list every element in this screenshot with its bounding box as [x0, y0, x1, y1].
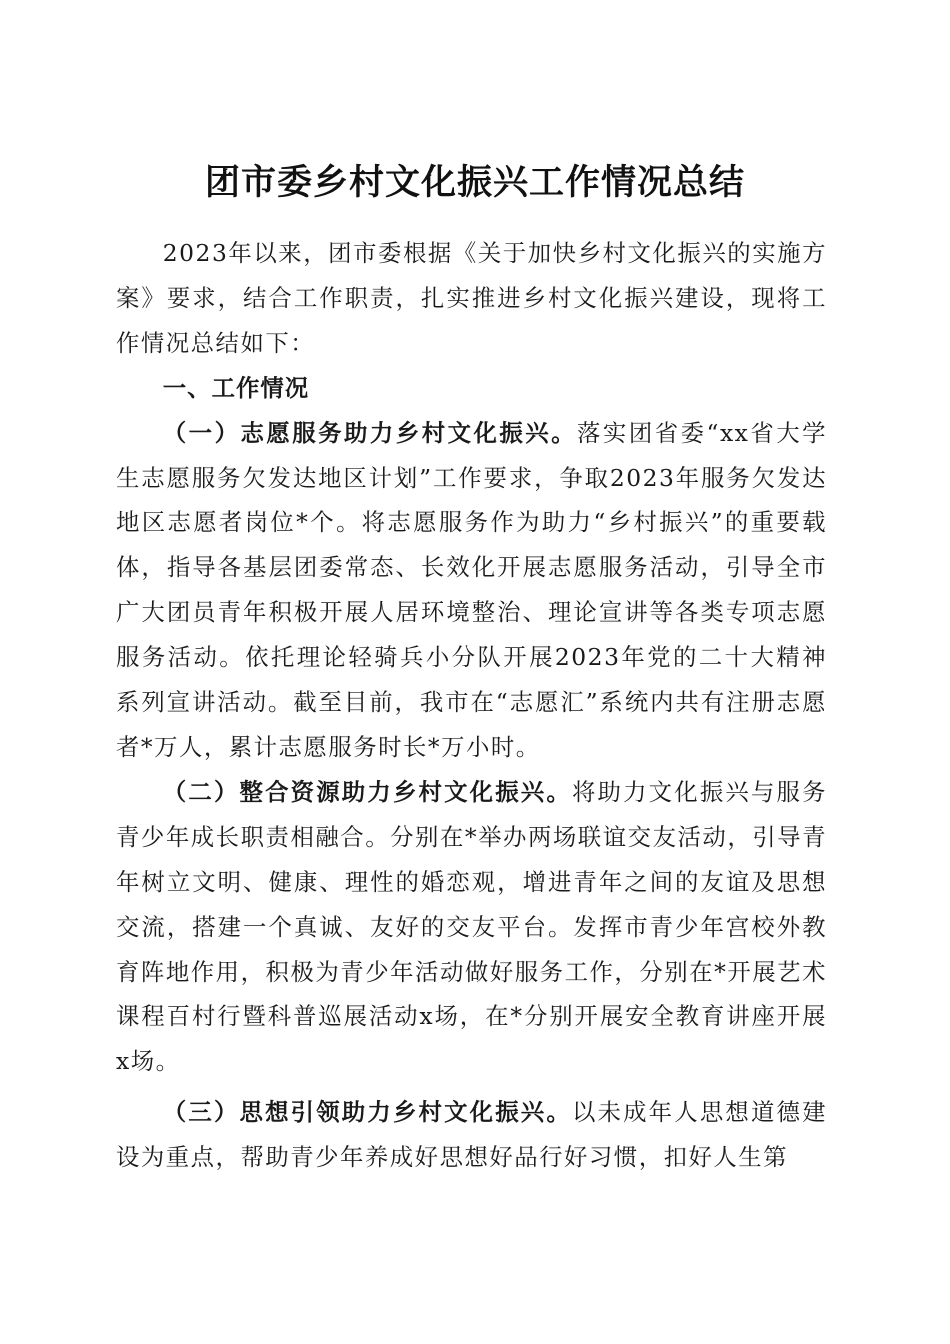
- document-title: 团市委乡村文化振兴工作情况总结: [204, 162, 745, 204]
- document-body: [116, 231, 827, 1180]
- item-ideological-guidance-lead: （三）思想引领助力乡村文化振兴。: [162, 1098, 572, 1127]
- section-heading-work-status: 一、工作情况: [162, 373, 310, 402]
- intro-paragraph: 2023年以来，团市委根据《关于加快乡村文化振兴的实施方案》要求，结合工作职责，扎实推进乡村文化振兴建设，现将工作情况总结如下：: [116, 239, 827, 357]
- item-resource-integration-lead: （二）整合资源助力乡村文化振兴。: [162, 777, 572, 806]
- item-volunteer-service: [116, 411, 827, 770]
- item-ideological-guidance-text: 以未成年人思想道德建设为重点，帮助青少年养成好思想好品行好习惯，扣好人生第: [116, 1098, 828, 1172]
- item-volunteer-service-lead: （一）志愿服务助力乡村文化振兴。: [162, 418, 578, 447]
- item-resource-integration-text: 将助力文化振兴与服务青少年成长职责相融合。分别在*举办两场联谊交友活动，引导青年树立文明、健康、理性的婚恋观，增进青年之间的友谊及思想交流，搭建一个真诚、友好的交友平台。发挥市青少年宫校外教育阵地作用，积极为青少年活动做好服务工作，分别在*开展艺术课程百村行暨科普巡展活动x场，在*分别开展安全教育讲座开展x场。: [116, 777, 828, 1076]
- item-resource-integration: [116, 770, 827, 1084]
- item-ideological-guidance: [116, 1090, 827, 1180]
- item-volunteer-service-text: 落实团省委“xx省大学生志愿服务欠发达地区计划”工作要求，争取2023年服务欠发达地区志愿者岗位*个。将志愿服务作为助力“乡村振兴”的重要载体，指导各基层团委常态、长效化开展志愿服务活动，引导全市广大团员青年积极开展人居环境整治、理论宣讲等各类专项志愿服务活动。依托理论轻骑兵小分队开展2023年党的二十大精神系列宣讲活动。截至目前，我市在“志愿汇”系统内共有注册志愿者*万人，累计志愿服务时长*万小时。: [116, 418, 828, 761]
